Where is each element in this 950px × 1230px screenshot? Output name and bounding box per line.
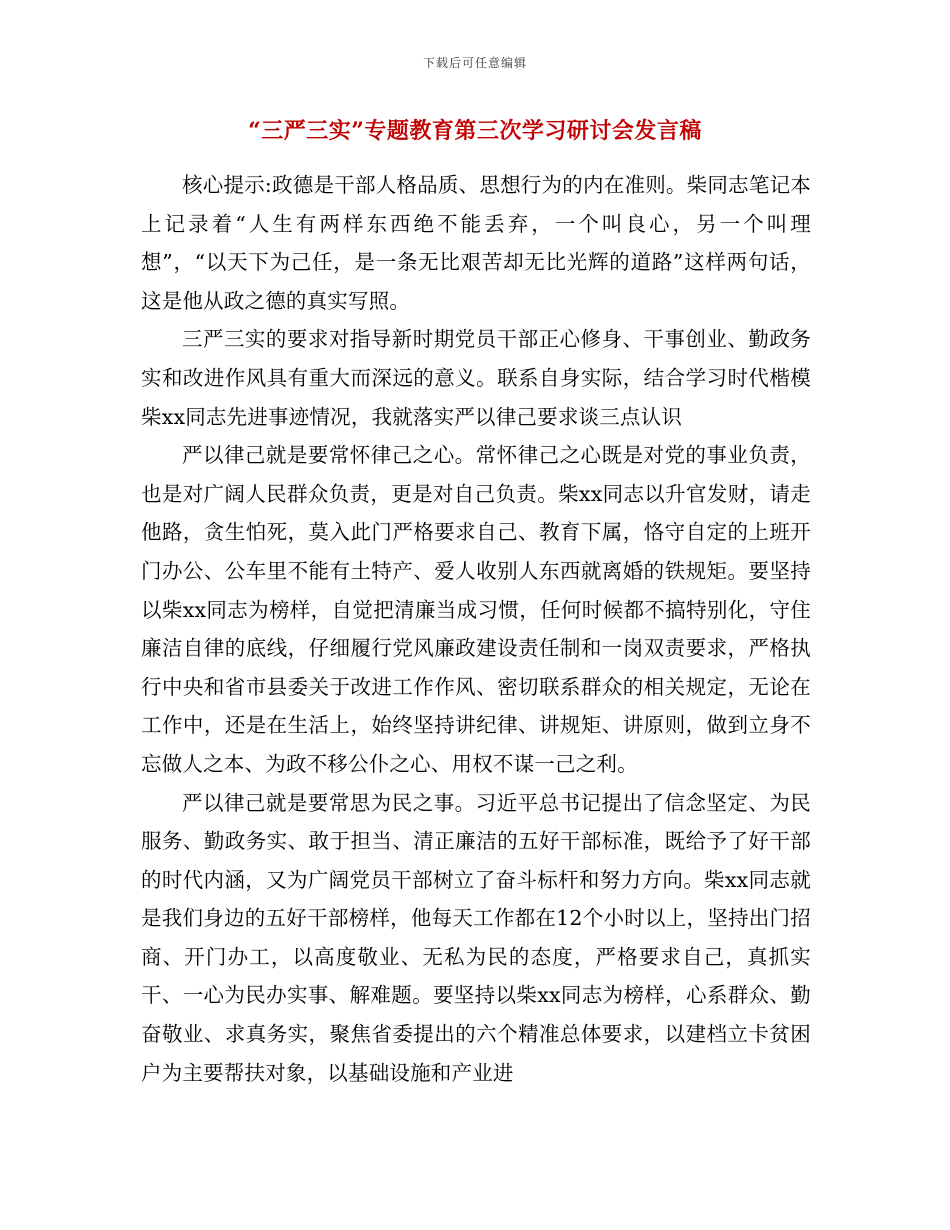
- paragraph-1: 核心提示:政德是干部人格品质、思想行为的内在准则。柴同志笔记本上记录着“人生有两样东西绝不能丢弃，一个叫良心，另一个叫理想”，“以天下为己任，是一条无比艰苦却无比光辉的道路”这样两句话，这是他从政之德的真实写照。: [141, 173, 811, 313]
- document-body: [141, 166, 811, 1092]
- document-title: “三严三实”专题教育第三次学习研讨会发言稿: [248, 118, 702, 144]
- paragraph-3: 严以律己就是要常怀律己之心。常怀律己之心既是对党的事业负责，也是对广阔人民群众负责，更是对自己负责。柴xx同志以升官发财，请走他路，贪生怕死，莫入此门严格要求自己、教育下属，恪守自定的上班开门办公、公车里不能有土特产、爱人收别人东西就离婚的铁规矩。要坚持以柴xx同志为榜样，自觉把清廉当成习惯，任何时候都不搞特别化，守住廉洁自律的底线，仔细履行党风廉政建设责任制和一岗双责要求，严格执行中央和省市县委关于改进工作作风、密切联系群众的相关规定，无论在工作中，还是在生活上，始终坚持讲纪律、讲规矩、讲原则，做到立身不忘做人之本、为政不移公仆之心、用权不谋一己之利。: [141, 443, 811, 776]
- paragraph-2: 三严三实的要求对指导新时期党员干部正心修身、干事创业、勤政务实和改进作风具有重大而深远的意义。联系自身实际，结合学习时代楷模柴xx同志先进事迹情况，我就落实严以律己要求谈三点认识: [141, 327, 811, 429]
- paragraph-4: 严以律己就是要常思为民之事。习近平总书记提出了信念坚定、为民服务、勤政务实、敢于担当、清正廉洁的五好干部标准，既给予了好干部的时代内涵，又为广阔党员干部树立了奋斗标杆和努力方向。柴xx同志就是我们身边的五好干部榜样，他每天工作都在12个小时以上，坚持出门招商、开门办工，以高度敬业、无私为民的态度，严格要求自己，真抓实干、一心为民办实事、解难题。要坚持以柴xx同志为榜样，心系群众、勤奋敬业、求真务实，聚焦省委提出的六个精准总体要求，以建档立卡贫困户为主要帮扶对象，以基础设施和产业进: [141, 790, 811, 1085]
- header-note: 下载后可任意编辑: [422, 56, 527, 70]
